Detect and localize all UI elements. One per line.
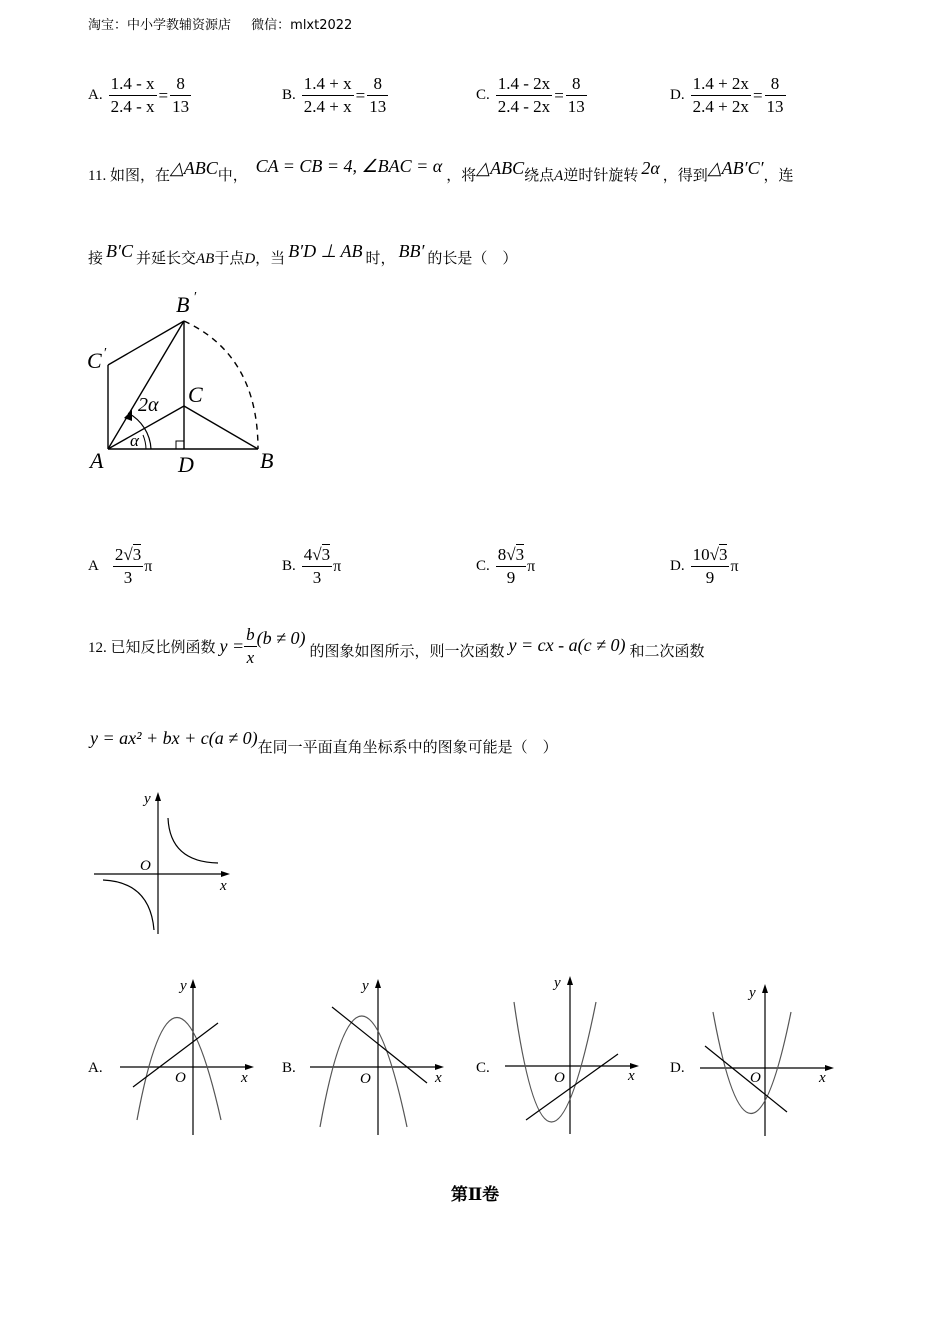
stem-text: 中， [217, 168, 248, 184]
stem-math: △ABC [476, 158, 525, 178]
page-header [88, 14, 352, 33]
stem-math: B′D ⊥ AB [288, 241, 363, 261]
axis-label-y: y [749, 985, 756, 1001]
q12-reference-graph [88, 788, 238, 938]
option-fraction: $\frac{2√3}{3}$ [114, 545, 142, 587]
stem-math: y = cx - a(c ≠ 0) [508, 635, 626, 655]
axis-label-x: x [628, 1068, 635, 1084]
axis-label-y: y [554, 975, 561, 991]
option-fraction: $\frac{1.4 + x}{2.4 + x}$ [303, 74, 352, 116]
q11-option-c[interactable] [476, 545, 535, 588]
stem-text: 逆时针旋转 [563, 168, 639, 184]
stem-text: 于点 [214, 251, 245, 267]
label-2alpha: 2α [138, 394, 159, 416]
stem-text: ，连 [763, 168, 794, 184]
stem-math: (b ≠ 0) [256, 628, 306, 648]
stem-math: △AB′C′ [707, 158, 764, 178]
stem-text: ，当 [255, 251, 286, 267]
q12-option-b-graph[interactable] [305, 975, 450, 1140]
stem-text: 的长是（ ） [427, 251, 518, 267]
origin-label: O [554, 1070, 565, 1086]
q12-option-d-label[interactable]: D. [670, 1060, 685, 1076]
pi-symbol: π [333, 557, 342, 575]
stem-text: 12. 已知反比例函数 [88, 640, 216, 656]
q12-stem-line1 [88, 625, 705, 668]
stem-text: 接 [88, 251, 104, 267]
label-b-prime: B [176, 292, 190, 317]
stem-text: 11. 如图，在 [88, 168, 170, 184]
stem-text: 绕点 [524, 168, 555, 184]
stem-math: D [244, 251, 256, 267]
option-rhs: $\frac{8}{13}$ [172, 74, 190, 116]
option-fraction: $\frac{1.4 - x}{2.4 - x}$ [110, 74, 155, 116]
stem-text: 在同一平面直角坐标系中的图象可能是（ ） [257, 740, 558, 756]
option-label: B. [282, 558, 296, 574]
q11-figure [80, 285, 300, 485]
stem-text: 的图象如图所示，则一次函数 [309, 644, 505, 660]
pi-symbol: π [144, 557, 153, 575]
q12-stem-line2 [90, 728, 558, 756]
q11-option-b[interactable] [282, 545, 341, 588]
q12-option-a-label[interactable]: A. [88, 1060, 103, 1076]
q11-stem-line1 [88, 156, 794, 190]
axis-label-y: y [180, 978, 187, 994]
stem-math: CA = CB = 4, ∠BAC = α [255, 156, 443, 176]
option-fraction: $\frac{10√3}{9}$ [692, 545, 728, 587]
option-label: C. [476, 87, 490, 103]
stem-text: 和二次函数 [629, 644, 705, 660]
axis-label-x: x [435, 1070, 442, 1086]
q12-option-d-graph[interactable] [695, 980, 840, 1140]
q12-option-c-label[interactable]: C. [476, 1060, 490, 1076]
origin-label: O [360, 1071, 371, 1087]
stem-math: △ABC [169, 158, 218, 178]
stem-fraction: $\frac{b}{x}$ [246, 625, 255, 667]
stem-text: 并延长交 [135, 251, 196, 267]
stem-math: A [554, 168, 564, 184]
label-a: A [90, 448, 104, 473]
stem-math: y = ax² + bx + c(a ≠ 0) [90, 728, 258, 748]
shop-name: 淘宝：中小学教辅资源店 [88, 18, 232, 33]
svg-text:′: ′ [104, 346, 108, 361]
pi-symbol: π [527, 557, 536, 575]
option-label: A. [88, 87, 103, 103]
stem-text: 时， [365, 251, 396, 267]
q10-option-a[interactable]: A. $\frac{1.4 - x}{2.4 - x}$ = $\frac{8}{13}$ [88, 74, 190, 116]
svg-text:′: ′ [194, 290, 198, 305]
pi-symbol: π [730, 557, 739, 575]
option-label: D. [670, 87, 685, 103]
wechat-id: 微信：mlxt2022 [251, 18, 353, 33]
option-label: A [88, 558, 99, 574]
axis-label-x: x [220, 878, 227, 894]
label-c: C [188, 382, 203, 407]
q12-option-a-graph[interactable] [115, 975, 260, 1140]
option-rhs: $\frac{8}{13}$ [766, 74, 784, 116]
option-fraction: $\frac{4√3}{3}$ [303, 545, 331, 587]
axis-label-y: y [362, 978, 369, 994]
option-rhs: $\frac{8}{13}$ [567, 74, 585, 116]
option-fraction: $\frac{8√3}{9}$ [497, 545, 525, 587]
option-fraction: $\frac{1.4 + 2x}{2.4 + 2x}$ [692, 74, 749, 116]
stem-math: B′C [106, 241, 133, 261]
q12-option-b-label[interactable]: B. [282, 1060, 296, 1076]
axis-label-x: x [819, 1070, 826, 1086]
stem-math: y = [219, 636, 245, 656]
label-b: B [260, 448, 274, 473]
origin-label: O [140, 858, 151, 874]
option-rhs: $\frac{8}{13}$ [369, 74, 387, 116]
stem-math: AB [195, 251, 215, 267]
option-fraction: $\frac{1.4 - 2x}{2.4 - 2x}$ [497, 74, 551, 116]
q11-option-a[interactable] [88, 545, 152, 588]
origin-label: O [175, 1070, 186, 1086]
q10-option-b[interactable]: B. $\frac{1.4 + x}{2.4 + x}$ = $\frac{8}{13}$ [282, 74, 387, 116]
axis-label-y: y [144, 791, 151, 807]
label-d: D [178, 452, 194, 477]
stem-math: 2α [641, 158, 660, 178]
stem-math: BB′ [398, 241, 425, 261]
q12-option-c-graph[interactable] [500, 972, 645, 1137]
stem-text: ，将 [446, 168, 477, 184]
section-title: 第Ⅱ卷 [450, 1185, 500, 1205]
origin-label: O [750, 1070, 761, 1086]
label-c-prime: C [87, 348, 102, 373]
q11-option-d[interactable] [670, 545, 739, 588]
label-alpha: α [130, 431, 139, 450]
axis-label-x: x [241, 1070, 248, 1086]
option-label: D. [670, 558, 685, 574]
q10-option-d[interactable]: D. $\frac{1.4 + 2x}{2.4 + 2x}$ = $\frac{8}{13}$ [670, 74, 784, 116]
q10-option-c[interactable]: C. $\frac{1.4 - 2x}{2.4 - 2x}$ = $\frac{8}{13}$ [476, 74, 585, 116]
stem-text: ，得到 [662, 168, 708, 184]
q11-stem-line2 [88, 243, 517, 273]
option-label: B. [282, 87, 296, 103]
option-label: C. [476, 558, 490, 574]
